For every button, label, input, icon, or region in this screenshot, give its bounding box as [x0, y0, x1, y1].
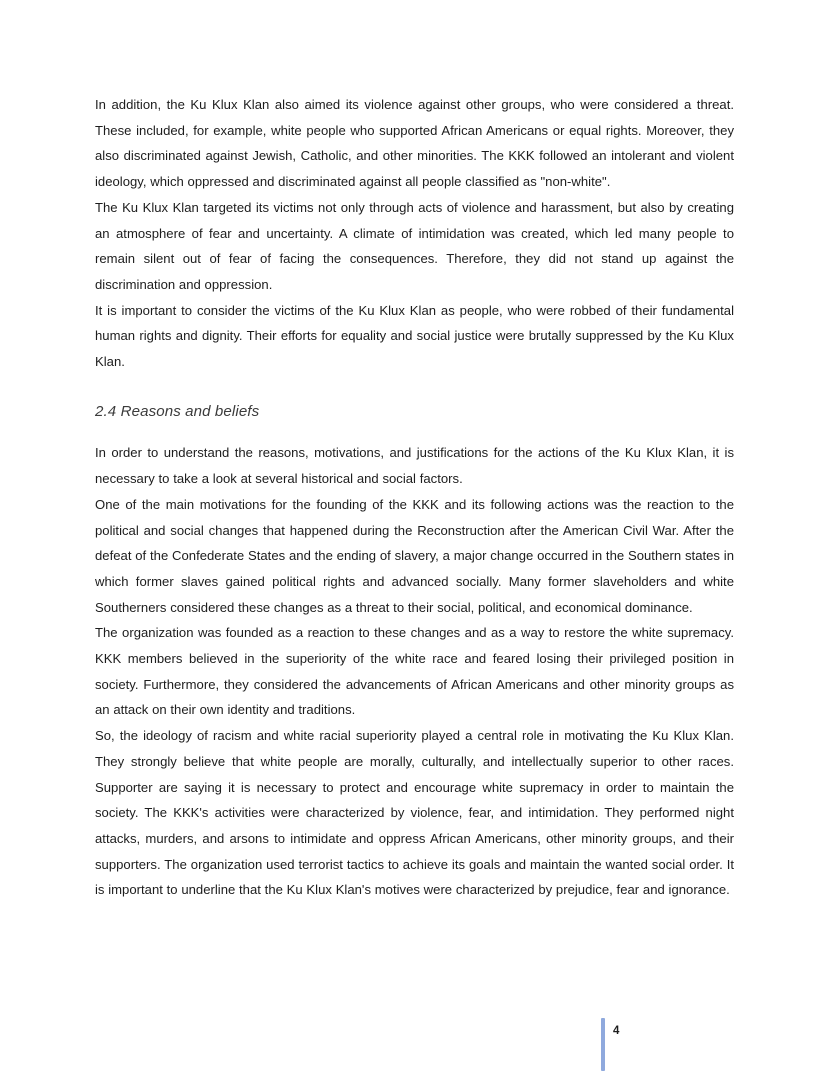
page-content: [95, 92, 734, 903]
heading-bottom-spacer: [95, 424, 734, 440]
paragraph-7: So, the ideology of racism and white racial superiority played a central role in motivating the Ku Klux Klan. They strongly believe that white people are morally, culturally, and intellectually superior to other races. Supporter are saying it is necessary to protect and encourage white supremacy in order to maintain the society. The KKK's activities were characterized by violence, fear, and intimidation. They performed night attacks, murders, and arsons to intimidate and oppress African Americans, other minority groups, and their supporters. The organization used terrorist tactics to achieve its goals and maintain the wanted social order. It is important to underline that the Ku Klux Klan's motives were characterized by prejudice, fear and ignorance.: [95, 728, 734, 898]
paragraph-4: In order to understand the reasons, motivations, and justifications for the actions of the Ku Klux Klan, it is necessary to take a look at several historical and social factors.: [95, 445, 734, 487]
revision-change-bar: [601, 1018, 605, 1071]
page-number: 4: [613, 1025, 620, 1037]
paragraph-5: One of the main motivations for the founding of the KKK and its following actions was the reaction to the political and social changes that happened during the Reconstruction after the American Civil War. After the defeat of the Confederate States and the ending of slavery, a major change occurred in the Southern states in which former slaves gained political rights and advanced socially. Many former slaveholders and white Southerners considered these changes as a threat to their social, political, and economical dominance.: [95, 496, 734, 615]
paragraph-3: It is important to consider the victims of the Ku Klux Klan as people, who were robbed of their fundamental human rights and dignity. Their efforts for equality and social justice were brutally suppressed by the Ku Klux Klan.: [95, 302, 734, 370]
paragraph-1: In addition, the Ku Klux Klan also aimed its violence against other groups, who were considered a threat. These included, for example, white people who supported African Americans or equal rights. Moreover, they also discriminated against Jewish, Catholic, and other minorities. The KKK followed an intolerant and violent ideology, which oppressed and discriminated against all people classified as "non-white".: [95, 97, 734, 190]
paragraph-6: The organization was founded as a reaction to these changes and as a way to restore the white supremacy. KKK members believed in the superiority of the white race and feared losing their privileged position in society. Furthermore, they considered the advancements of African Americans and other minority groups as an attack on their own identity and traditions.: [95, 625, 734, 718]
paragraph-2: The Ku Klux Klan targeted its victims not only through acts of violence and harassment, but also by creating an atmosphere of fear and uncertainty. A climate of intimidation was created, which led many people to remain silent out of fear of facing the consequences. Therefore, they did not stand up against the discrimination and oppression.: [95, 199, 734, 292]
heading-top-spacer: [95, 375, 734, 399]
section-heading-2-4: 2.4 Reasons and beliefs: [95, 402, 260, 420]
page-footer: [0, 1014, 828, 1071]
